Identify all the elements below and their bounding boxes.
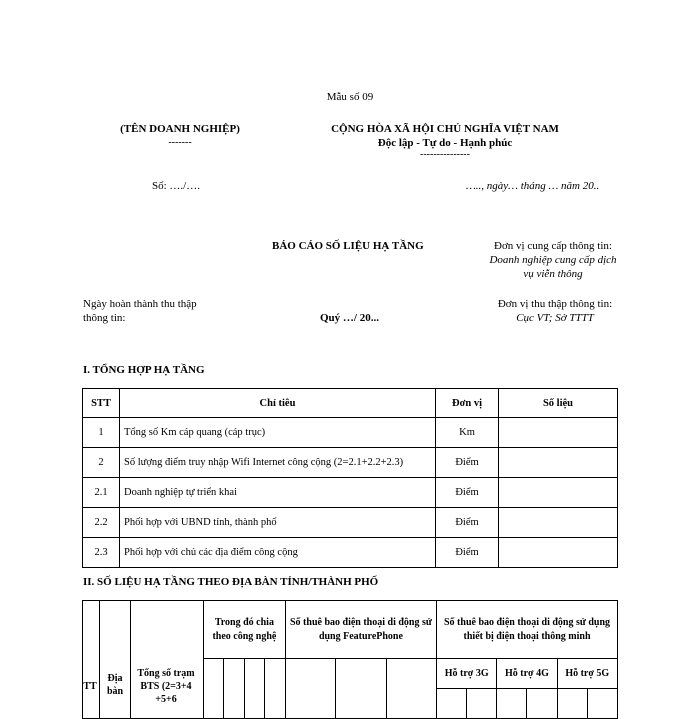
col-indicator: Chỉ tiêu	[120, 389, 436, 418]
row-stt: 2.1	[83, 478, 120, 508]
collector-label: Đơn vị thu thập thông tin:	[497, 298, 613, 310]
motto: Độc lập - Tự do - Hạnh phúc	[377, 137, 513, 149]
tech-col-3	[244, 659, 264, 719]
area-label: Địa bàn	[106, 673, 124, 697]
completion-label-1: Ngày hoàn thành thu thập	[83, 298, 197, 310]
col-unit: Đơn vị	[436, 389, 499, 418]
row-unit: Km	[436, 418, 499, 448]
tech-col-1	[204, 659, 224, 719]
group-technology: Trong đó chia theo công nghệ	[204, 601, 286, 659]
row-unit: Điểm	[436, 448, 499, 478]
row-name: Doanh nghiệp tự triển khai	[120, 478, 436, 508]
row-unit: Điểm	[436, 538, 499, 568]
group-featurephone: Số thuê bao điện thoại di động sử dụng FeaturePhone	[285, 601, 436, 659]
support-4g: Hỗ trợ 4G	[497, 659, 557, 689]
feature-col-1	[285, 659, 335, 719]
table-row	[83, 478, 618, 508]
quarter: Quý …/ 20...	[320, 312, 379, 324]
provider-label: Đơn vị cung cấp thông tin:	[494, 240, 612, 252]
tech-col-4	[265, 659, 285, 719]
collector-value: Cục VT; Sở TTTT	[516, 312, 594, 324]
provider-value-2: vụ viễn thông	[523, 268, 583, 280]
col-value: Số liệu	[499, 389, 618, 418]
support-3g: Hỗ trợ 3G	[437, 659, 497, 689]
infrastructure-summary-table	[82, 388, 618, 568]
row-value[interactable]	[499, 448, 618, 478]
date-line: ….., ngày… tháng … năm 20..	[466, 180, 600, 192]
row-name: Phối hợp với UBND tỉnh, thành phố	[120, 508, 436, 538]
row-unit: Điểm	[436, 478, 499, 508]
row-stt: 2	[83, 448, 120, 478]
support-5g: Hỗ trợ 5G	[557, 659, 617, 689]
smart-4g-b	[527, 689, 557, 719]
motto-dashes: ---------------	[420, 149, 470, 160]
row-value[interactable]	[499, 418, 618, 448]
table-row	[83, 538, 618, 568]
table-header-row	[83, 601, 618, 659]
company-dashes: -------	[168, 137, 192, 148]
form-number: Mẫu số 09	[326, 91, 374, 103]
feature-col-2	[336, 659, 386, 719]
smart-5g-a	[557, 689, 587, 719]
group-smartphone: Số thuê bao điện thoại di động sử dụng thiết bị điện thoại thông minh	[437, 601, 618, 659]
table-header-row	[83, 389, 618, 418]
document-number: Số: …./….	[152, 180, 200, 192]
table-row	[83, 448, 618, 478]
col-stt: STT	[83, 389, 120, 418]
row-value[interactable]	[499, 478, 618, 508]
table-row	[83, 508, 618, 538]
row-value[interactable]	[499, 508, 618, 538]
company-placeholder: (TÊN DOANH NGHIỆP)	[120, 123, 240, 135]
row-name: Tổng số Km cáp quang (cáp trục)	[120, 418, 436, 448]
row-stt: 1	[83, 418, 120, 448]
table-row	[83, 418, 618, 448]
col-area	[100, 601, 131, 719]
row-value[interactable]	[499, 538, 618, 568]
row-name: Phối hợp với chủ các địa điểm công cộng	[120, 538, 436, 568]
section1-heading: I. TỔNG HỢP HẠ TẦNG	[83, 364, 205, 376]
report-title: BÁO CÁO SỐ LIỆU HẠ TẦNG	[272, 240, 424, 252]
smart-3g-b	[467, 689, 497, 719]
col-tt	[83, 601, 100, 719]
provider-value-1: Doanh nghiệp cung cấp dịch	[489, 254, 617, 266]
completion-label-2: thông tin:	[83, 312, 126, 324]
row-name: Số lượng điểm truy nhập Wifi Internet công cộng (2=2.1+2.2+2.3)	[120, 448, 436, 478]
bts-total-label: Tổng số trạm BTS (2=3+4 +5+6	[137, 668, 195, 705]
smart-3g-a	[437, 689, 467, 719]
row-stt: 2.3	[83, 538, 120, 568]
section2-heading: II. SỐ LIỆU HẠ TẦNG THEO ĐỊA BÀN TỈNH/THÀNH PHỐ	[83, 576, 379, 588]
smart-5g-b	[587, 689, 617, 719]
row-stt: 2.2	[83, 508, 120, 538]
tt-label: TT	[83, 681, 97, 692]
row-unit: Điểm	[436, 508, 499, 538]
republic-title: CỘNG HÒA XÃ HỘI CHỦ NGHĨA VIỆT NAM	[331, 123, 559, 135]
tech-col-2	[224, 659, 244, 719]
smart-4g-a	[497, 689, 527, 719]
feature-col-3	[386, 659, 436, 719]
